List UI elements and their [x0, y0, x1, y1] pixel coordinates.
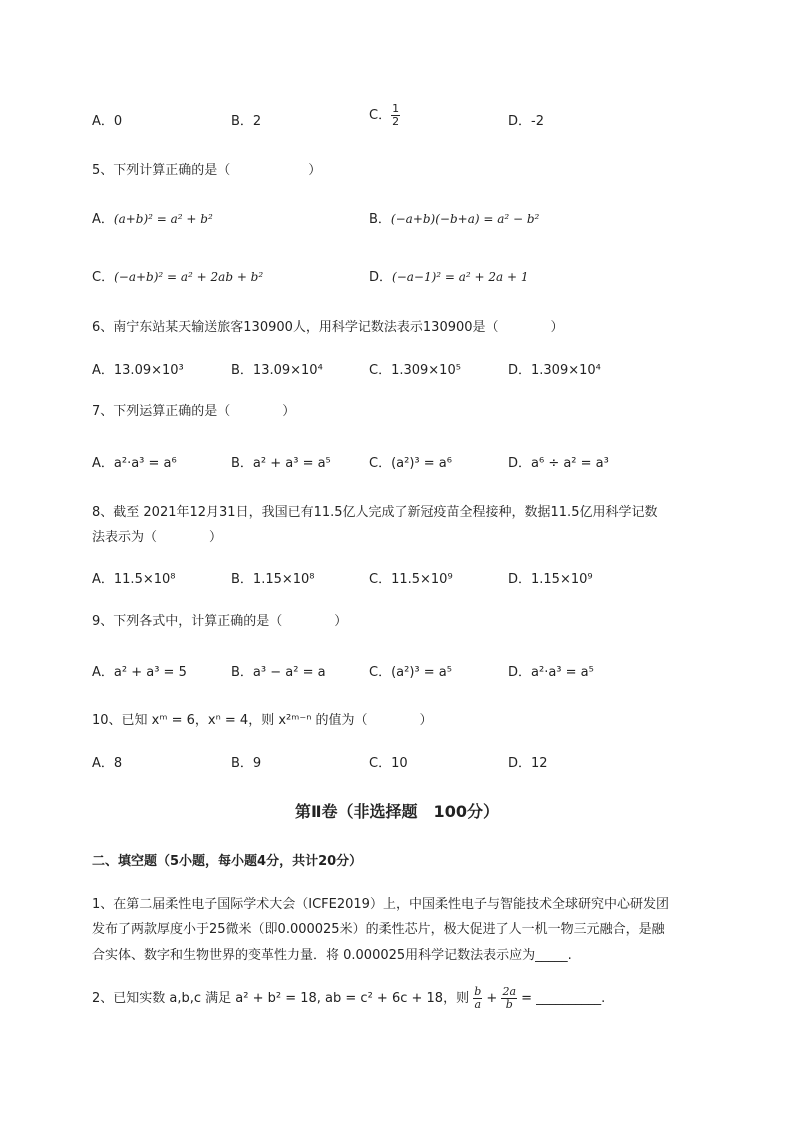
q8-option-d: D．1.15×10⁹ [508, 572, 593, 587]
option-label: C． [92, 270, 115, 285]
q5-stem: 5、下列计算正确的是（ ） [92, 163, 322, 178]
section2-heading: 二、填空题（5小题，每小题4分，共计20分） [92, 854, 363, 869]
option-expression: (−a−1)² = a² + 2a + 1 [392, 270, 529, 284]
q10-option-d: D．12 [508, 756, 548, 771]
q9-option-b: B．a³ − a² = a [231, 665, 326, 680]
q10-option-c: C．10 [369, 756, 408, 771]
option-label: B． [369, 212, 391, 227]
fraction-denominator: 2 [392, 115, 400, 128]
q7-option-a: A．a²·a³ = a⁶ [92, 456, 177, 471]
fill2-fraction-2 [501, 986, 517, 1011]
q8-stem-line1: 8、截至 2021年12月31日，我国已有11.5亿人完成了新冠疫苗全程接种，数据11.5亿用科学记数 [92, 505, 658, 520]
fill1-line1: 1、在第二届柔性电子国际学术大会（ICFE2019）上，中国柔性电子与智能技术全球研究中心研发团 [92, 897, 669, 912]
fraction-denominator: b [505, 998, 513, 1011]
fill2-line [92, 986, 605, 1011]
q9-option-c: C．(a²)³ = a⁵ [369, 665, 452, 680]
q10-option-a: A．8 [92, 756, 123, 771]
q10-stem: 10、已知 xᵐ = 6，xⁿ = 4，则 x²ᵐ⁻ⁿ 的值为（ ） [92, 713, 433, 728]
q8-option-a: A．11.5×10⁸ [92, 572, 176, 587]
fraction-numerator: 2a [502, 985, 517, 998]
q9-stem: 9、下列各式中，计算正确的是（ ） [92, 614, 348, 629]
q5-option-c [92, 266, 263, 285]
q5-option-b [369, 208, 539, 227]
q4-option-c [369, 103, 400, 128]
q5-option-a [92, 208, 213, 227]
fill2-suffix: = __________. [521, 991, 606, 1006]
q5-option-d [369, 266, 529, 285]
q6-option-b: B．13.09×10⁴ [231, 363, 323, 378]
q8-option-c: C．11.5×10⁹ [369, 572, 453, 587]
fill1-line3: 合实体、数字和生物世界的变革性力量．将 0.000025用科学记数法表示应为_____. [92, 948, 572, 963]
q9-option-a: A．a² + a³ = 5 [92, 665, 187, 680]
q6-stem: 6、南宁东站某天输送旅客130900人，用科学记数法表示130900是（ ） [92, 320, 564, 335]
fill2-prefix: 2、已知实数 a,b,c 满足 a² + b² = 18, ab = c² + 6c + 18，则 [92, 991, 470, 1006]
q4-option-a: A．0 [92, 114, 123, 129]
fraction-numerator: 1 [392, 102, 400, 115]
part2-title: 第Ⅱ卷（非选择题 100分） [295, 802, 499, 821]
q7-option-d: D．a⁶ ÷ a² = a³ [508, 456, 609, 471]
q6-option-a: A．13.09×10³ [92, 363, 184, 378]
q7-option-c: C．(a²)³ = a⁶ [369, 456, 452, 471]
option-expression: (a+b)² = a² + b² [113, 212, 213, 226]
q7-option-b: B．a² + a³ = a⁵ [231, 456, 331, 471]
fill1-line2: 发布了两款厚度小于25微米（即0.000025米）的柔性芯片，极大促进了人一机一物三元融合，是融 [92, 922, 665, 937]
option-label: A． [92, 212, 114, 227]
q6-option-c: C．1.309×10⁵ [369, 363, 461, 378]
fraction-denominator: a [474, 998, 482, 1011]
q10-option-b: B．9 [231, 756, 262, 771]
fraction-numerator: b [474, 985, 482, 998]
option-expression: (−a+b)(−b+a) = a² − b² [390, 212, 540, 226]
q7-stem: 7、下列运算正确的是（ ） [92, 404, 296, 419]
q9-option-d: D．a²·a³ = a⁵ [508, 665, 594, 680]
q8-option-b: B．1.15×10⁸ [231, 572, 315, 587]
q6-option-d: D．1.309×10⁴ [508, 363, 601, 378]
q4-option-d: D．-2 [508, 114, 544, 129]
q4-option-c-fraction [391, 103, 400, 128]
option-expression: (−a+b)² = a² + 2ab + b² [114, 270, 264, 284]
q4-option-b: B．2 [231, 114, 262, 129]
option-label: D． [369, 270, 393, 285]
q4-option-c-label: C． [369, 108, 392, 123]
fill2-fraction-1 [473, 986, 482, 1011]
q8-stem-line2: 法表示为（ ） [92, 530, 223, 545]
fill2-plus: + [486, 991, 498, 1006]
